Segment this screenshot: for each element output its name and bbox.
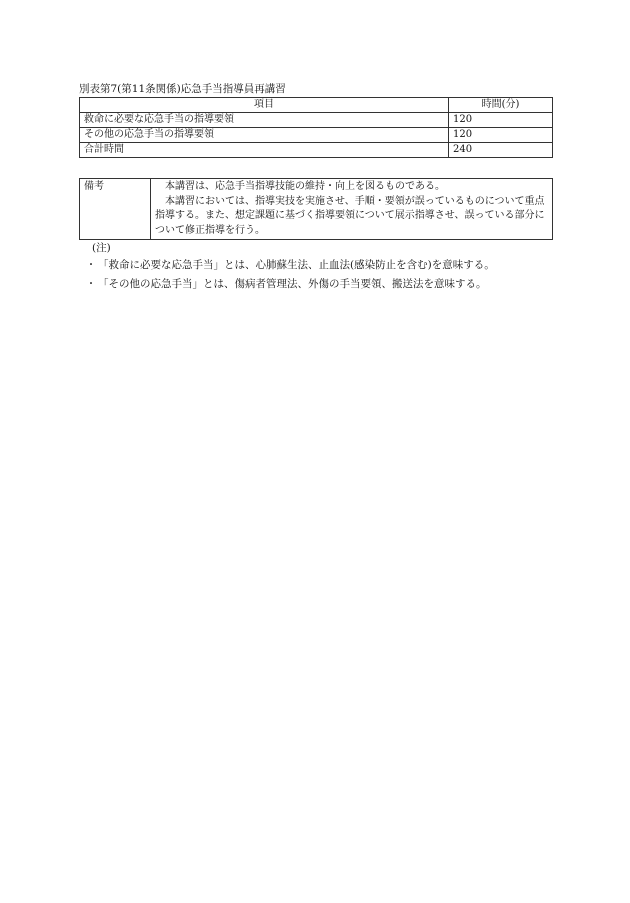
row-minutes: 120 (449, 113, 553, 128)
table-row (80, 113, 553, 128)
remarks-paragraph: 本講習においては、指導実技を実施させ、手順・要領が誤っているものについて重点指導する。また、想定課題に基づく指導要領について展示指導させ、誤っている部分について修正指導を行う。 (155, 195, 545, 236)
remarks-table (79, 178, 553, 240)
table-row (80, 128, 553, 143)
note-item (84, 275, 495, 294)
notes-section (84, 240, 495, 294)
remarks-label: 備考 (80, 179, 151, 240)
document-title: 別表第7(第11条関係)応急手当指導員再講習 (79, 83, 286, 95)
header-item: 項目 (80, 98, 449, 113)
row-item: 救命に必要な応急手当の指導要領 (80, 113, 449, 128)
row-minutes: 240 (449, 143, 553, 158)
bullet-icon: ・ (85, 259, 97, 271)
remarks-content (151, 179, 553, 240)
notes-heading: (注) (92, 242, 111, 254)
table-row (80, 143, 553, 158)
header-minutes: 時間(分) (449, 98, 553, 113)
remarks-paragraph: 本講習は、応急手当指導技能の維持・向上を図るものである。 (165, 181, 445, 192)
note-text: 「その他の応急手当」とは、傷病者管理法、外傷の手当要領、搬送法を意味する。 (98, 278, 487, 290)
row-item: 合計時間 (80, 143, 449, 158)
note-item (84, 256, 495, 275)
note-text: 「救命に必要な応急手当」とは、心肺蘇生法、止血法(感染防止を含む)を意味する。 (98, 259, 495, 271)
training-hours-table (79, 97, 553, 158)
bullet-icon: ・ (85, 278, 97, 290)
table-header-row (80, 98, 553, 113)
row-item: その他の応急手当の指導要領 (80, 128, 449, 143)
row-minutes: 120 (449, 128, 553, 143)
